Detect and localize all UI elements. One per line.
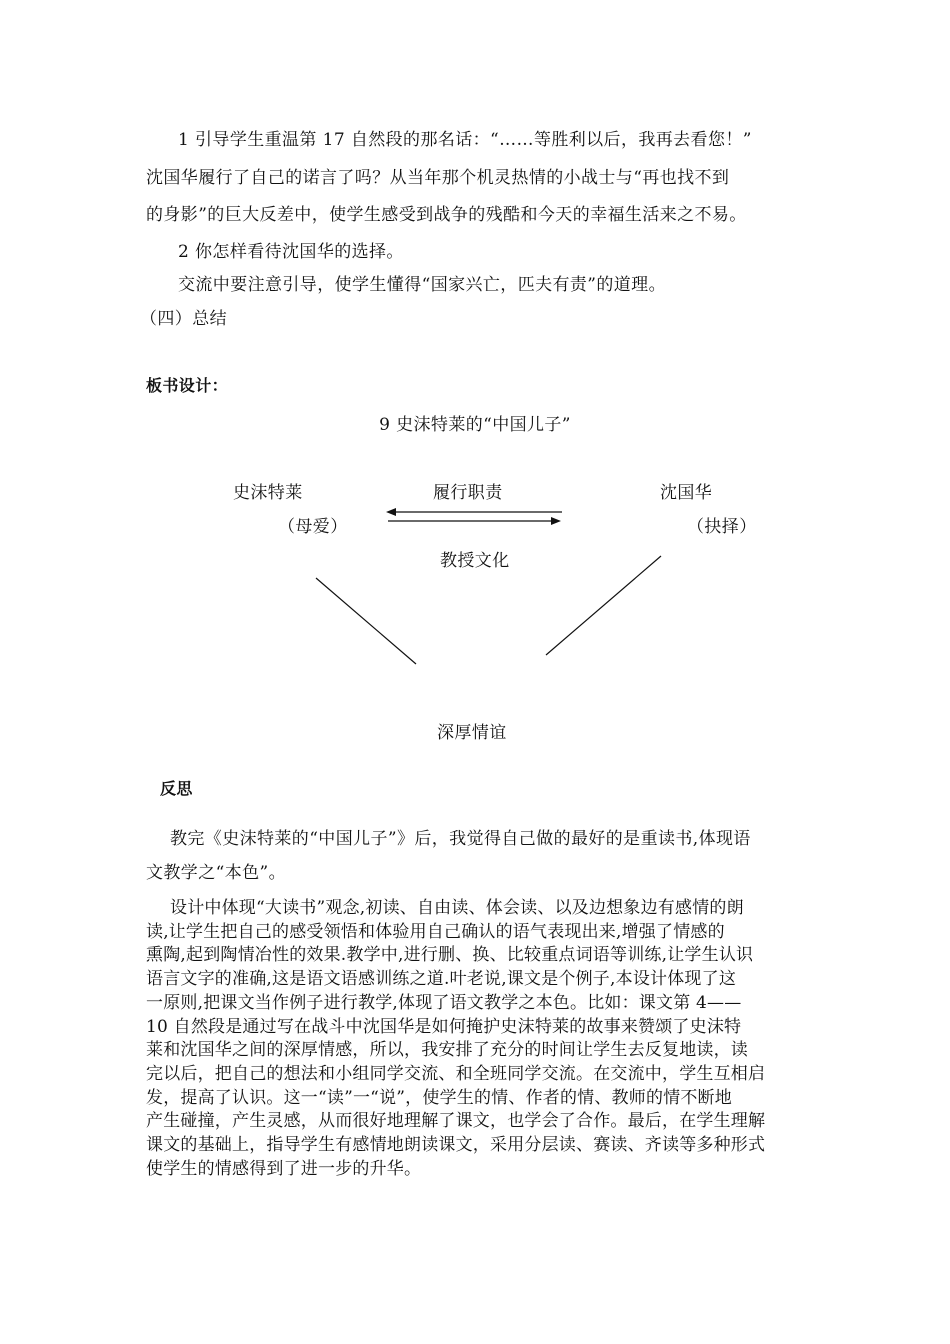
reflection-line: 课文的基础上，指导学生有感情地朗读课文，采用分层读、赛读、齐读等多种形式 xyxy=(146,1135,766,1156)
step1-line2: 沈国华履行了自己的诺言了吗？从当年那个机灵热情的小战士与“再也找不到 xyxy=(146,168,730,188)
reflection-line: 发，提高了认识。这一“读”一“说”，使学生的情、作者的情、教师的情不断地 xyxy=(146,1087,732,1108)
step-note: 交流中要注意引导，使学生懂得“国家兴亡，匹夫有责”的道理。 xyxy=(178,275,666,295)
reflection-p1-line2: 文教学之“本色”。 xyxy=(146,863,286,883)
step1-line1: 1 引导学生重温第 17 自然段的那名话：“……等胜利以后，我再去看您！” xyxy=(178,130,752,150)
board-heading: 板书设计： xyxy=(146,376,229,395)
board-right-name: 沈国华 xyxy=(660,483,713,503)
reflection-line: 完以后，把自己的想法和小组同学交流、和全班同学交流。在交流中，学生互相启 xyxy=(146,1063,766,1084)
reflection-line: 语言文字的准确,这是语文语感训练之道.叶老说,课文是个例子,本设计体现了这 xyxy=(146,969,737,990)
step1-line3: 的身影”的巨大反差中，使学生感受到战争的残酷和今天的幸福生活来之不易。 xyxy=(146,205,747,225)
reflection-heading: 反思 xyxy=(160,779,193,798)
right-diagonal-line xyxy=(546,556,661,655)
arrow-left-head xyxy=(386,508,396,516)
reflection-line: 产生碰撞，产生灵感，从而很好地理解了课文，也学会了合作。最后，在学生理解 xyxy=(146,1111,766,1132)
board-left-name: 史沫特莱 xyxy=(233,483,303,503)
board-arrow-top-label: 履行职责 xyxy=(433,483,503,503)
board-left-note: （母爱） xyxy=(278,517,348,537)
reflection-paragraph-2 xyxy=(146,897,806,1181)
board-title: 9 史沫特莱的“中国儿子” xyxy=(379,415,571,435)
reflection-line: 读,让学生把自己的感受领悟和体验用自己确认的语气表现出来,增强了情感的 xyxy=(146,921,725,942)
reflection-line: 莱和沈国华之间的深厚情感，所以，我安排了充分的时间让学生去反复地读，读 xyxy=(146,1040,748,1061)
arrow-right-head xyxy=(551,517,561,525)
step2: 2 你怎样看待沈国华的选择。 xyxy=(178,242,404,262)
board-bottom-label: 深厚情谊 xyxy=(437,723,507,743)
reflection-line: 使学生的情感得到了进一步的升华。 xyxy=(146,1158,422,1179)
board-arrow-bottom-label: 教授文化 xyxy=(440,551,510,571)
reflection-line: 设计中体现“大读书”观念,初读、自由读、体会读、以及边想象边有感情的朗 xyxy=(170,898,744,918)
reflection-line: 一原则,把课文当作例子进行教学,体现了语文教学之本色。比如：课文第 4—— xyxy=(146,992,742,1013)
board-right-note: （抉择） xyxy=(687,517,757,537)
reflection-p1-line1: 教完《史沫特莱的“中国儿子”》后，我觉得自己做的最好的是重读书,体现语 xyxy=(170,829,751,849)
section-summary-heading: （四）总结 xyxy=(140,309,227,329)
left-diagonal-line xyxy=(316,578,416,664)
reflection-line: 熏陶,起到陶情冶性的效果.教学中,进行删、换、比较重点词语等训练,让学生认识 xyxy=(146,945,754,966)
reflection-line: 10 自然段是通过写在战斗中沈国华是如何掩护史沫特莱的故事来赞颂了史沫特 xyxy=(146,1016,742,1037)
